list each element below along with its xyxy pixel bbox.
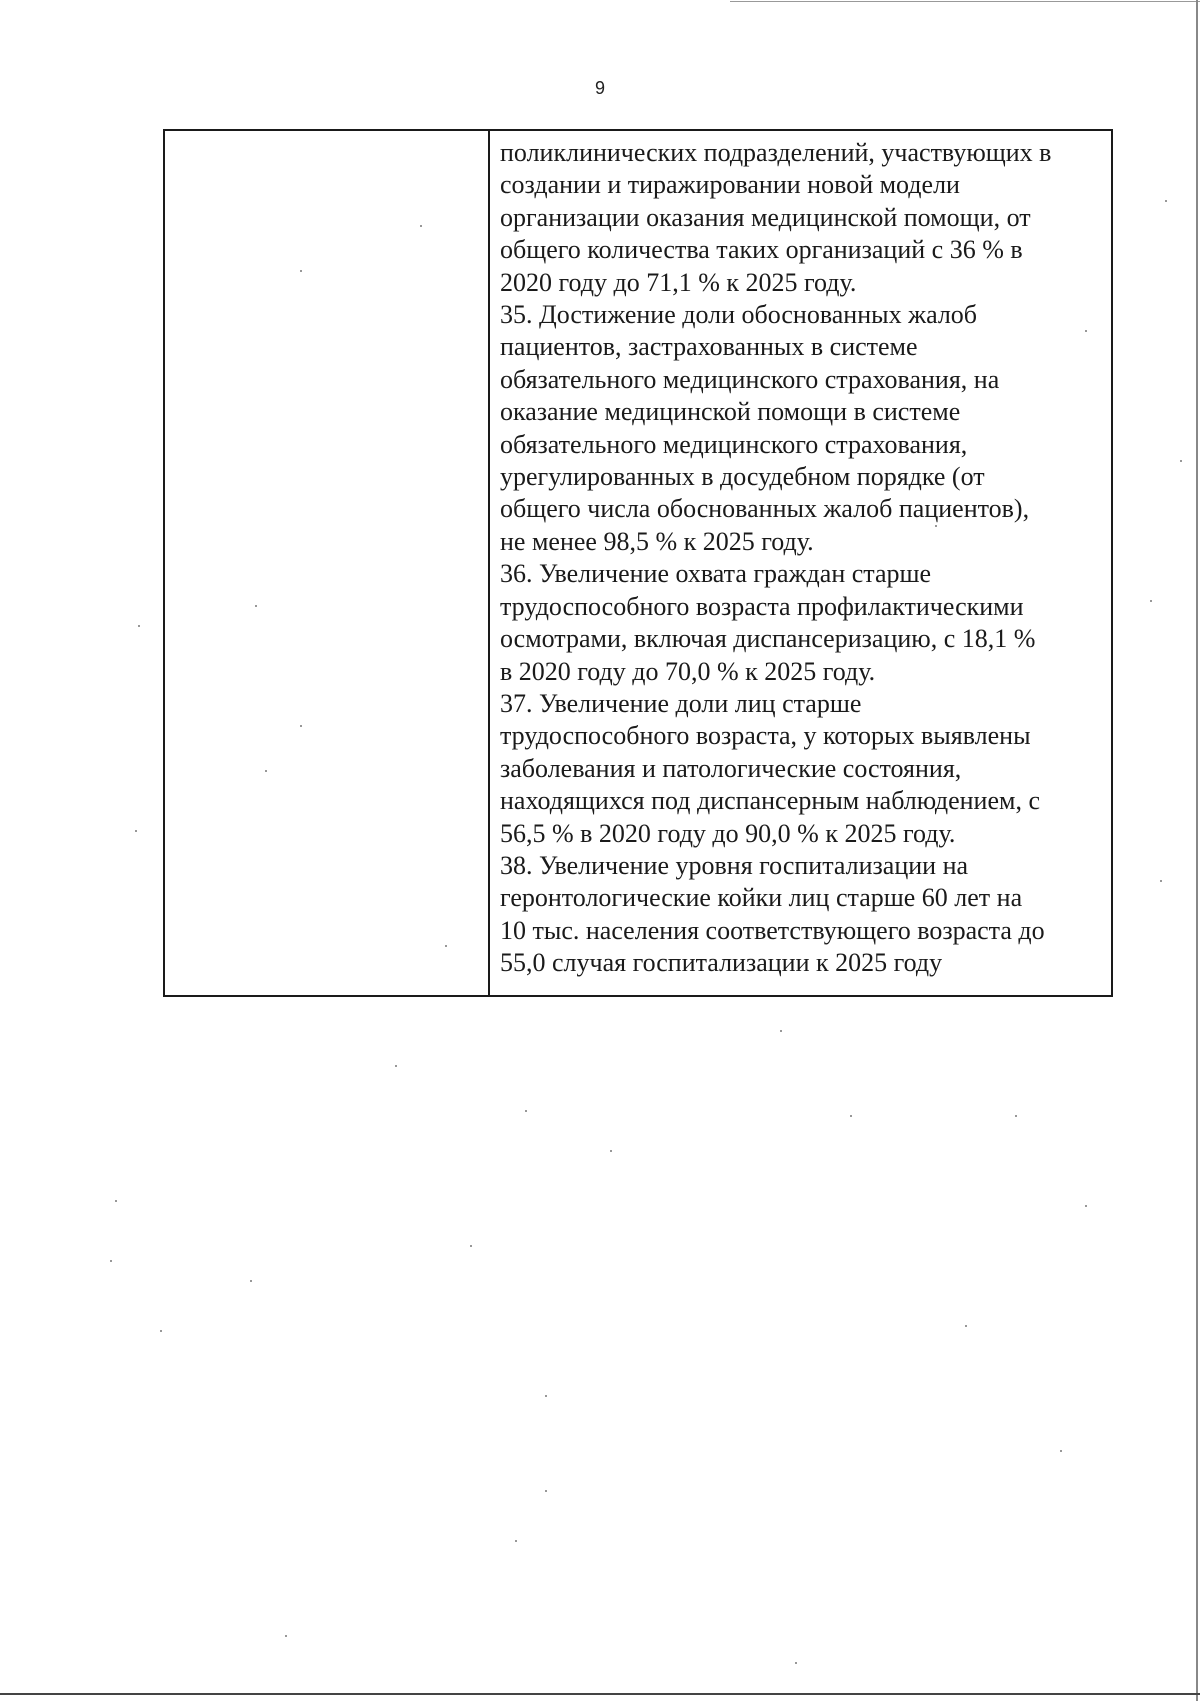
scan-speck — [255, 605, 257, 607]
text-line: общего числа обоснованных жалоб пациентов), — [500, 494, 1030, 524]
scan-speck — [545, 1395, 547, 1397]
scan-speck — [395, 1065, 397, 1067]
scan-speck — [110, 1260, 112, 1262]
scan-speck — [935, 525, 937, 527]
text-line: не менее 98,5 % к 2025 году. — [500, 526, 814, 556]
text-line: обязательного медицинского страхования, на — [500, 364, 1000, 394]
text-line: 56,5 % в 2020 году до 90,0 % к 2025 году. — [500, 818, 956, 848]
page-number: 9 — [594, 78, 605, 98]
text-line: урегулированных в досудебном порядке (от — [500, 462, 985, 492]
scan-speck — [1015, 1115, 1017, 1117]
text-line: создании и тиражировании новой модели — [500, 170, 960, 200]
text-line: 37. Увеличение доли лиц старше — [500, 688, 862, 718]
scan-edge-top — [730, 1, 1200, 2]
table-cell-left — [165, 131, 490, 995]
text-line: 2020 году до 71,1 % к 2025 году. — [500, 267, 857, 297]
document-table — [163, 129, 1113, 997]
text-line: трудоспособного возраста профилактическими — [500, 591, 1024, 621]
text-line: осмотрами, включая диспансеризацию, с 18,1 % — [500, 624, 1036, 654]
scan-edge-bottom — [0, 1693, 1200, 1695]
text-line: пациентов, застрахованных в системе — [500, 332, 918, 362]
scan-speck — [1060, 1450, 1062, 1452]
scan-speck — [545, 1490, 547, 1492]
scan-speck — [115, 1200, 117, 1202]
scan-speck — [135, 830, 137, 832]
table-cell-right — [490, 131, 1111, 995]
text-line: заболевания и патологические состояния, — [500, 753, 962, 783]
scan-speck — [300, 725, 302, 727]
scan-speck — [250, 1280, 252, 1282]
scan-speck — [160, 1330, 162, 1332]
text-line: геронтологические койки лиц старше 60 лет на — [500, 883, 1023, 913]
text-line: в 2020 году до 70,0 % к 2025 году. — [500, 656, 876, 686]
scan-edge-right — [1196, 0, 1198, 1701]
text-line: обязательного медицинского страхования, — [500, 429, 968, 459]
scan-speck — [1085, 1205, 1087, 1207]
scan-speck — [1150, 600, 1152, 602]
scan-speck — [1180, 460, 1182, 462]
scan-speck — [420, 225, 422, 227]
scan-speck — [515, 1540, 517, 1542]
scan-speck — [445, 945, 447, 947]
text-line: трудоспособного возраста, у которых выявлены — [500, 721, 1031, 751]
scan-speck — [965, 1325, 967, 1327]
text-line: 10 тыс. населения соответствующего возраста до — [500, 915, 1045, 945]
scan-speck — [525, 1110, 527, 1112]
scan-speck — [780, 1030, 782, 1032]
scan-speck — [1160, 880, 1162, 882]
scan-speck — [1085, 330, 1087, 332]
text-line: 36. Увеличение охвата граждан старше — [500, 559, 932, 589]
text-line: 38. Увеличение уровня госпитализации на — [500, 850, 969, 880]
text-line: 35. Достижение доли обоснованных жалоб — [500, 300, 978, 330]
text-line: 55,0 случая госпитализации к 2025 году — [500, 948, 943, 978]
scan-speck — [300, 270, 302, 272]
scan-speck — [265, 770, 267, 772]
text-line: поликлинических подразделений, участвующих в — [500, 138, 1052, 167]
scan-speck — [795, 1662, 797, 1664]
scan-speck — [610, 1150, 612, 1152]
scan-speck — [850, 1115, 852, 1117]
scan-speck — [138, 625, 140, 627]
text-line: находящихся под диспансерным наблюдением, с — [500, 786, 1041, 816]
text-line: общего количества таких организаций с 36 % в — [500, 235, 1023, 265]
text-line: оказание медицинской помощи в системе — [500, 397, 961, 427]
text-line: организации оказания медицинской помощи, от — [500, 202, 1031, 232]
scan-speck — [470, 1245, 472, 1247]
scan-speck — [1165, 200, 1167, 202]
scan-speck — [285, 1635, 287, 1637]
